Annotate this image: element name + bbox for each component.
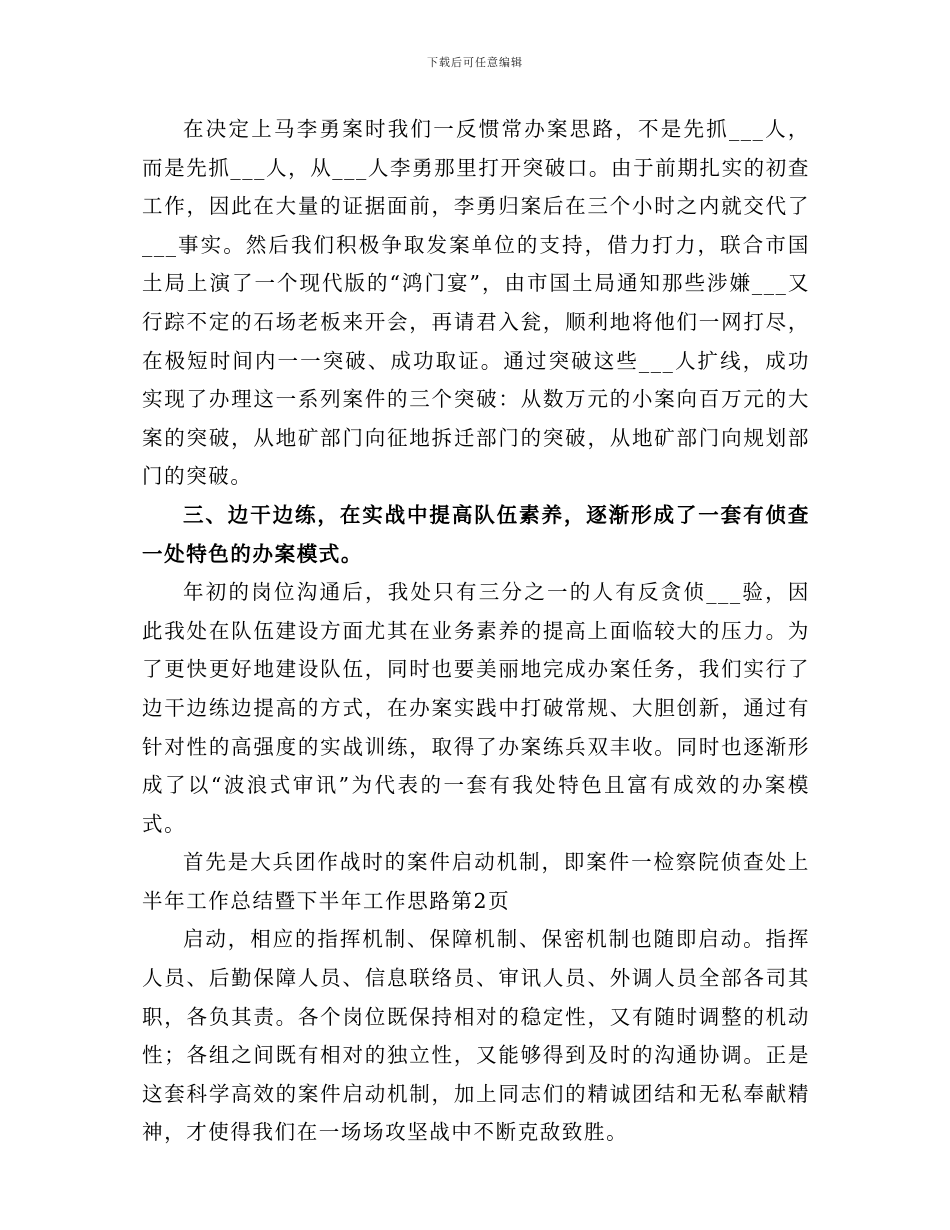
page-header-note: 下载后可任意编辑 [427, 56, 523, 69]
document-body [142, 110, 810, 1152]
paragraph-mechanism-details: 启动，相应的指挥机制、保障机制、保密机制也随即启动。指挥人员、后勤保障人员、信息联络员、审讯人员、外调人员全部各司其职，各负其责。各个岗位既保持相对的稳定性，又有随时调整的机动性；各组之间既有相对的独立性，又能够得到及时的沟通协调。正是这套科学高效的案件启动机制，加上同志们的精诚团结和无私奉献精神，才使得我们在一场场攻坚战中不断克敌致胜。 [142, 927, 810, 1145]
paragraph-case-breakthrough: 在决定上马李勇案时我们一反惯常办案思路，不是先抓___人，而是先抓___人，从___人李勇那里打开突破口。由于前期扎实的初查工作，因此在大量的证据面前，李勇归案后在三个小时之内就交代了___事实。然后我们积极争取发案单位的支持，借力打力，联合市国土局上演了一个现代版的“鸿门宴”，由市国土局通知那些涉嫌___又行踪不定的石场老板来开会，再请君入瓮，顺利地将他们一网打尽，在极短时间内一一突破、成功取证。通过突破这些___人扩线，成功实现了办理这一系列案件的三个突破：从数万元的小案向百万元的大案的突破，从地矿部门向征地拆迁部门的突破，从地矿部门向规划部门的突破。 [142, 117, 810, 489]
paragraph-team-training: 年初的岗位沟通后，我处只有三分之一的人有反贪侦___验，因此我处在队伍建设方面尤其在业务素养的提高上面临较大的压力。为了更快更好地建设队伍，同时也要美丽地完成办案任务，我们实行了边干边练边提高的方式，在办案实践中打破常规、大胆创新，通过有针对性的高强度的实战训练，取得了办案练兵双丰收。同时也逐渐形成了以“波浪式审讯”为代表的一套有我处特色且富有成效的办案模式。 [142, 580, 810, 836]
paragraph-case-launch-mechanism: 首先是大兵团作战时的案件启动机制，即案件一检察院侦查处上半年工作总结暨下半年工作思路第2页 [142, 850, 810, 913]
section-heading-three: 三、边干边练，在实战中提高队伍素养，逐渐形成了一套有侦查一处特色的办案模式。 [142, 502, 810, 566]
